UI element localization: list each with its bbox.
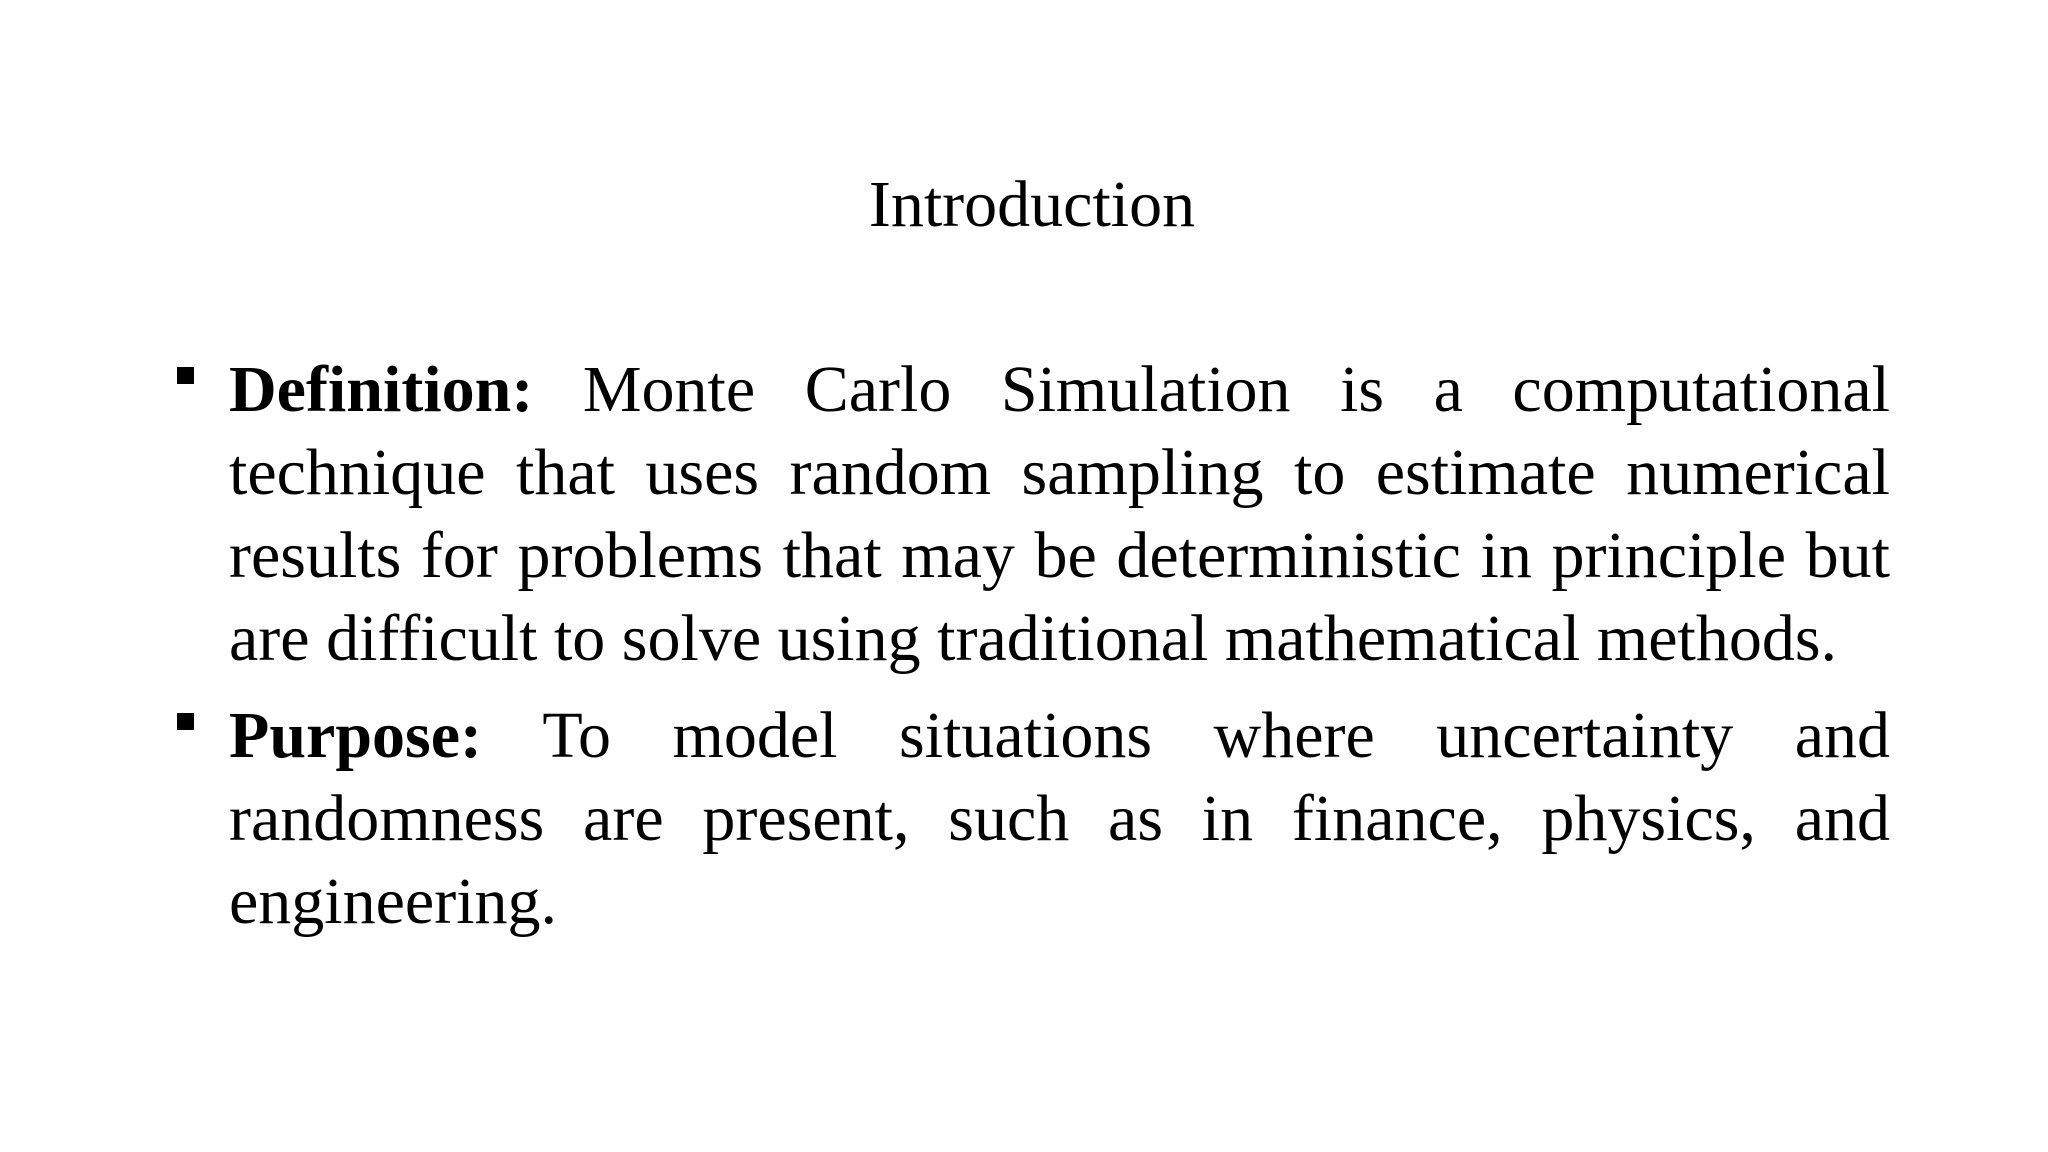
bullet-list xyxy=(229,348,1890,957)
bullet-text: To model situations where uncertainty and randomness are present, such as in finance, physics, and engineering. xyxy=(229,699,1890,938)
bullet-term: Definition: xyxy=(229,353,534,426)
bullet-term: Purpose: xyxy=(229,699,482,772)
slide-title: Introduction xyxy=(868,168,1196,241)
bullet-item-purpose xyxy=(229,694,1890,943)
square-bullet-icon xyxy=(177,367,194,384)
square-bullet-icon xyxy=(177,713,194,730)
bullet-text: Monte Carlo Simulation is a computational technique that uses random sampling to estimate numerical results for problems that may be deterministic in principle but are difficult to solve using traditional mathematical methods. xyxy=(229,353,1891,675)
bullet-item-definition xyxy=(229,348,1890,680)
